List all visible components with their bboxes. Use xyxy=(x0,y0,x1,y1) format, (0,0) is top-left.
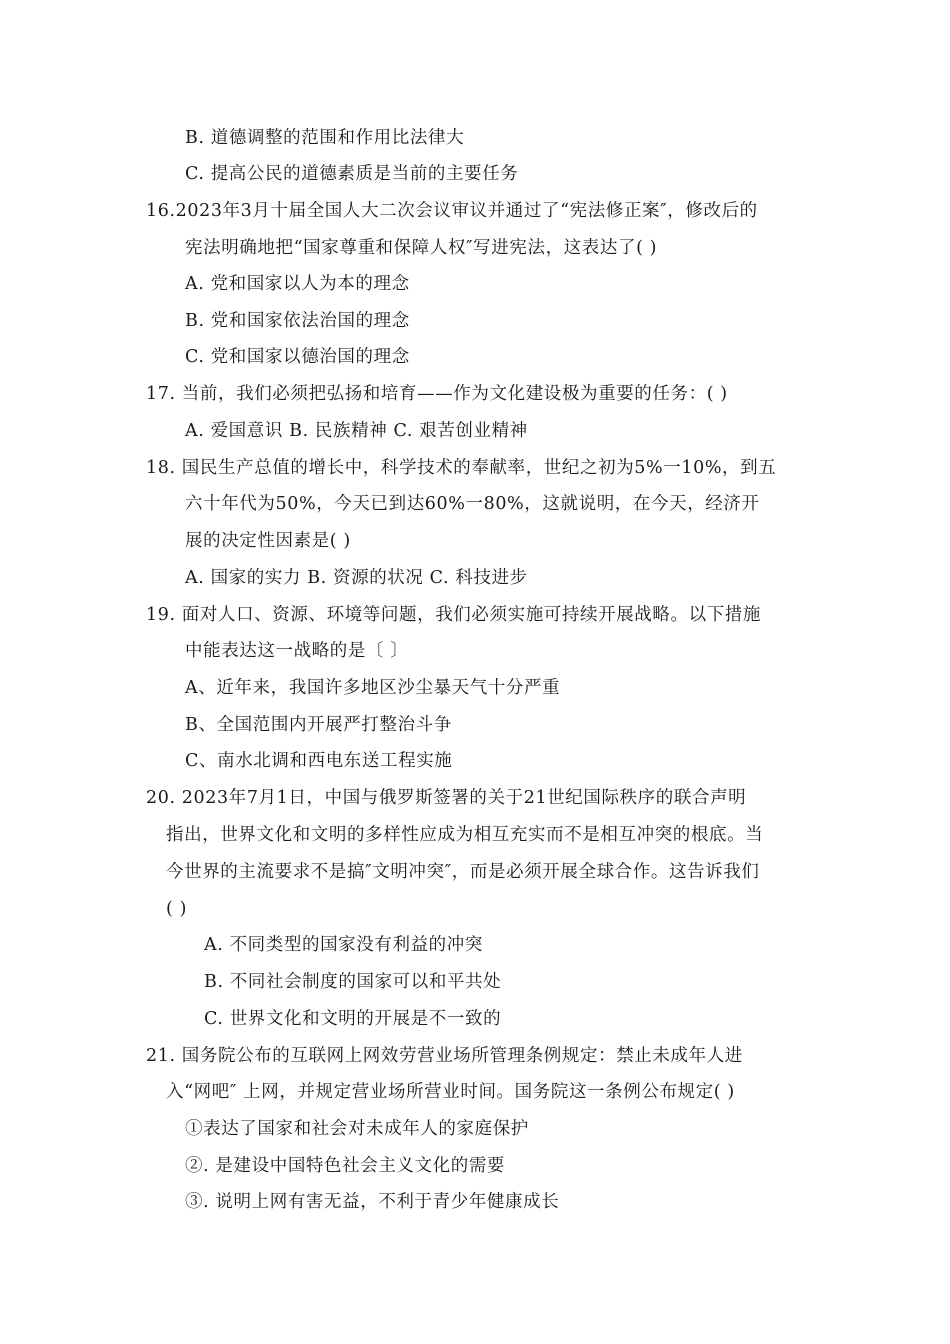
q21-item-2: ②. 是建设中国特色社会主义文化的需要 xyxy=(185,1156,506,1176)
q20-option-c: C. 世界文化和文明的开展是不一致的 xyxy=(204,1009,502,1029)
q18-stem-line-2: 六十年代为50%，今天已到达60%一80%，这就说明，在今天，经济开 xyxy=(185,494,760,514)
q18-stem-line-1: 18. 国民生产总值的增长中，科学技术的奉献率，世纪之初为5%一10%，到五 xyxy=(146,458,777,478)
q20-option-b: B. 不同社会制度的国家可以和平共处 xyxy=(204,972,502,992)
q16-stem-line-2: 宪法明确地把“国家尊重和保障人权″写进宪法，这表达了( ) xyxy=(185,238,658,258)
q20-answer-blank: ( ) xyxy=(166,899,188,919)
q16-stem-line-1: 16.2023年3月十届全国人大二次会议审议并通过了“宪法修正案″，修改后的 xyxy=(146,201,758,221)
q18-options: A. 国家的实力 B. 资源的状况 C. 科技进步 xyxy=(185,568,528,588)
q15-option-b: B. 道德调整的范围和作用比法律大 xyxy=(185,128,465,148)
q16-option-a: A. 党和国家以人为本的理念 xyxy=(185,274,410,294)
q19-option-c: C、南水北调和西电东送工程实施 xyxy=(185,751,453,771)
q20-stem-line-2: 指出，世界文化和文明的多样性应成为相互充实而不是相互冲突的根底。当 xyxy=(166,825,764,845)
q18-stem-line-3: 展的决定性因素是( ) xyxy=(185,531,351,551)
q17-stem: 17. 当前，我们必须把弘扬和培育——作为文化建设极为重要的任务：( ) xyxy=(146,384,728,404)
q19-stem-line-2: 中能表达这一战略的是〔 〕 xyxy=(185,641,409,661)
q20-stem-line-3: 今世界的主流要求不是搞″文明冲突″，而是必须开展全球合作。这告诉我们 xyxy=(166,862,760,882)
q17-options: A. 爱国意识 B. 民族精神 C. 艰苦创业精神 xyxy=(185,421,528,441)
q15-option-c: C. 提高公民的道德素质是当前的主要任务 xyxy=(185,164,519,184)
q19-option-a: A、近年来，我国许多地区沙尘暴天气十分严重 xyxy=(185,678,561,698)
q20-option-a: A. 不同类型的国家没有利益的冲突 xyxy=(204,935,483,955)
q19-option-b: B、全国范围内开展严打整治斗争 xyxy=(185,715,452,735)
q21-item-1: ①表达了国家和社会对未成年人的家庭保护 xyxy=(185,1119,529,1139)
q16-option-c: C. 党和国家以德治国的理念 xyxy=(185,347,410,367)
q19-stem-line-1: 19. 面对人口、资源、环境等问题，我们必须实施可持续开展战略。以下措施 xyxy=(146,605,761,625)
q21-stem-line-1: 21. 国务院公布的互联网上网效劳营业场所管理条例规定：禁止未成年人进 xyxy=(146,1046,743,1066)
q21-stem-line-2: 入“网吧″ 上网，并规定营业场所营业时间。国务院这一条例公布规定( ) xyxy=(166,1082,735,1102)
q16-option-b: B. 党和国家依法治国的理念 xyxy=(185,311,410,331)
q20-stem-line-1: 20. 2023年7月1日，中国与俄罗斯签署的关于21世纪国际秩序的联合声明 xyxy=(146,788,747,808)
q21-item-3: ③. 说明上网有害无益，不利于青少年健康成长 xyxy=(185,1192,560,1212)
